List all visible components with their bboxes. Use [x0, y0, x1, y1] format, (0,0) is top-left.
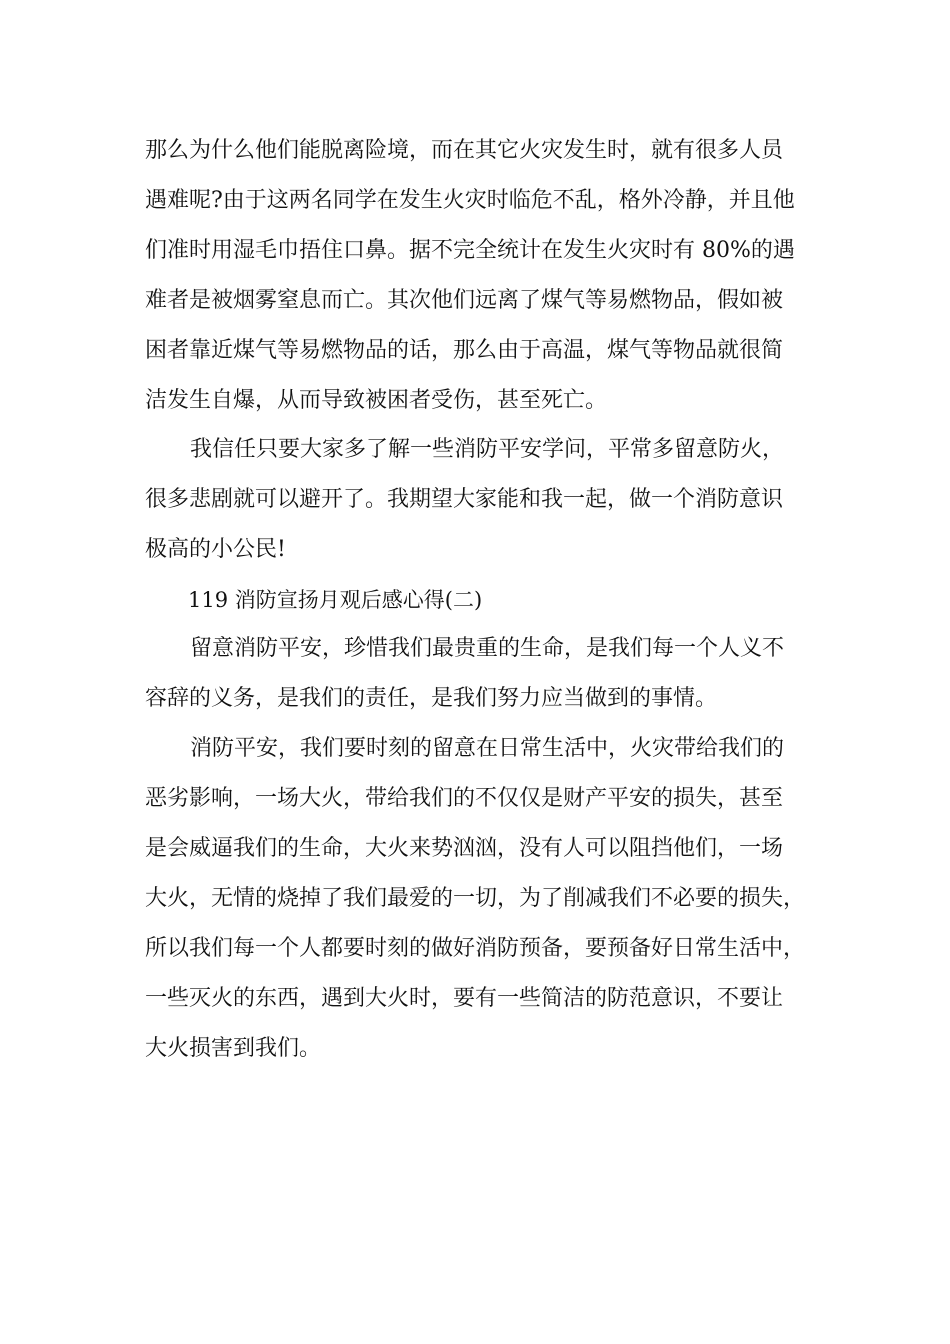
paragraph-4-line-4: 大火，无情的烧掉了我们最爱的一切，为了削减我们不必要的损失，: [145, 886, 806, 911]
section-heading: 119 消防宣扬月观后感心得(二): [188, 588, 483, 612]
paragraph-4-line-3: 是会威逼我们的生命，大火来势汹汹，没有人可以阻挡他们，一场: [145, 836, 784, 861]
paragraph-3-line-1: 留意消防平安，珍惜我们最贵重的生命，是我们每一个人义不: [190, 636, 785, 661]
paragraph-3-line-2: 容辞的义务，是我们的责任，是我们努力应当做到的事情。: [145, 686, 718, 711]
paragraph-1-line-5: 困者靠近煤气等易燃物品的话，那么由于高温，煤气等物品就很简: [145, 338, 784, 363]
paragraph-2-line-3: 极高的小公民!: [145, 537, 286, 562]
paragraph-2-line-2: 很多悲剧就可以避开了。我期望大家能和我一起，做一个消防意识: [145, 487, 784, 512]
paragraph-4-line-1: 消防平安，我们要时刻的留意在日常生活中，火灾带给我们的: [190, 736, 785, 761]
paragraph-1-line-1: 那么为什么他们能脱离险境，而在其它火灾发生时，就有很多人员: [145, 138, 784, 163]
paragraph-4-line-2: 恶劣影响，一场大火，带给我们的不仅仅是财产平安的损失，甚至: [145, 786, 784, 811]
paragraph-4-line-5: 所以我们每一个人都要时刻的做好消防预备，要预备好日常生活中，: [145, 936, 806, 961]
paragraph-1-line-3: 们准时用湿毛巾捂住口鼻。据不完全统计在发生火灾时有 80%的遇: [145, 238, 795, 263]
paragraph-4-line-6: 一些灭火的东西，遇到大火时，要有一些简洁的防范意识，不要让: [145, 986, 784, 1011]
paragraph-4-line-7: 大火损害到我们。: [145, 1036, 322, 1061]
paragraph-2-line-1: 我信任只要大家多了解一些消防平安学问，平常多留意防火，: [190, 437, 785, 462]
paragraph-1-line-2: 遇难呢?由于这两名同学在发生火灾时临危不乱，格外冷静，并且他: [145, 188, 795, 213]
paragraph-1-line-4: 难者是被烟雾窒息而亡。其次他们远离了煤气等易燃物品，假如被: [145, 288, 784, 313]
paragraph-1-line-6: 洁发生自爆，从而导致被困者受伤，甚至死亡。: [145, 388, 608, 413]
